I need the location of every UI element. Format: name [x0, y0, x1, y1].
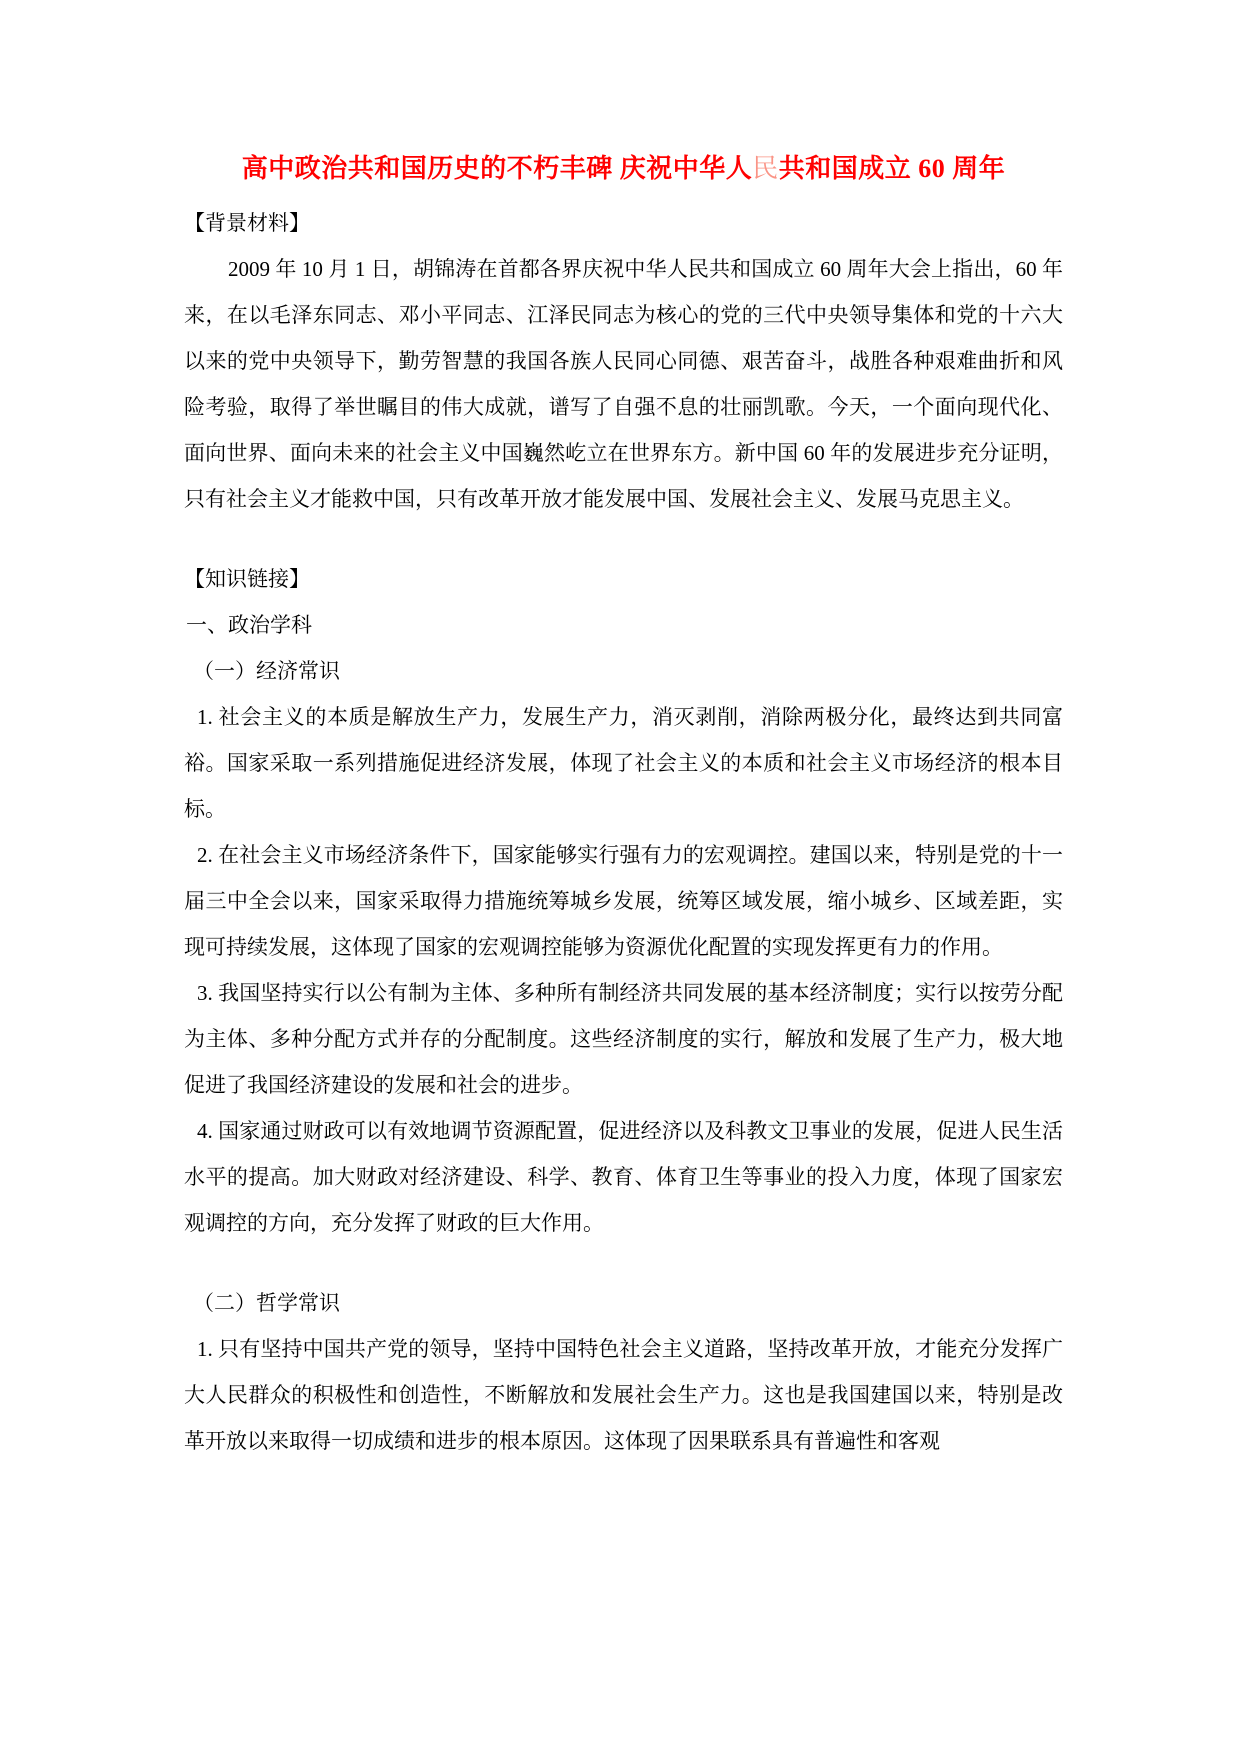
list-item-paragraph: 2. 在社会主义市场经济条件下，国家能够实行强有力的宏观调控。建国以来，特别是党的十一届三中全会以来，国家采取得力措施统筹城乡发展，统筹区域发展，缩小城乡、区域差距，实现可持续发展，这体现了国家的宏观调控能够为资源优化配置的实现发挥更有力的作用。 [184, 843, 1063, 959]
subsection-heading: 一、政治学科 [186, 613, 312, 637]
blank-line [184, 1246, 1063, 1280]
blank-line [184, 522, 1063, 556]
list-item-paragraph: 3. 我国坚持实行以公有制为主体、多种所有制经济共同发展的基本经济制度；实行以按劳分配为主体、多种分配方式并存的分配制度。这些经济制度的实行，解放和发展了生产力，极大地促进了我国经济建设的发展和社会的进步。 [184, 981, 1063, 1097]
list-item-paragraph: 1. 只有坚持中国共产党的领导，坚持中国特色社会主义道路，坚持改革开放，才能充分发挥广大人民群众的积极性和创造性，不断解放和发展社会生产力。这也是我国建国以来，特别是改革开放以来取得一切成绩和进步的根本原因。这体现了因果联系具有普遍性和客观 [184, 1337, 1063, 1453]
list-item-paragraph: 4. 国家通过财政可以有效地调节资源配置，促进经济以及科教文卫事业的发展，促进人民生活水平的提高。加大财政对经济建设、科学、教育、体育卫生等事业的投入力度，体现了国家宏观调控的方向，充分发挥了财政的巨大作用。 [184, 1119, 1063, 1235]
section-heading: 【知识链接】 [184, 567, 310, 591]
subsection-heading: （一）经济常识 [193, 659, 340, 683]
body-paragraph: 2009 年 10 月 1 日，胡锦涛在首都各界庆祝中华人民共和国成立 60 周年大会上指出，60 年来，在以毛泽东同志、邓小平同志、江泽民同志为核心的党的三代中央领导集体和党的十六大以来的党中央领导下，勤劳智慧的我国各族人民同心同德、艰苦奋斗，战胜各种艰难曲折和风险考验，取得了举世瞩目的伟大成就，谱写了自强不息的壮丽凯歌。今天，一个面向现代化、面向世界、面向未来的社会主义中国巍然屹立在世界东方。新中国 60 年的发展进步充分证明，只有社会主义才能救中国，只有改革开放才能发展中国、发展社会主义、发展马克思主义。 [184, 257, 1063, 511]
title-segment: 民 [752, 154, 779, 183]
document-title [184, 150, 1063, 188]
list-item-paragraph: 1. 社会主义的本质是解放生产力，发展生产力，消灭剥削，消除两极分化，最终达到共同富裕。国家采取一系列措施促进经济发展，体现了社会主义的本质和社会主义市场经济的根本目标。 [184, 705, 1063, 821]
subsection-heading: （二）哲学常识 [193, 1291, 340, 1315]
title-segment: 共和国成立 60 周年 [778, 154, 1006, 183]
document-body [184, 200, 1063, 1464]
title-segment: 高中政治共和国历史的不朽丰碑 庆祝中华人 [241, 154, 753, 183]
section-heading: 【背景材料】 [184, 211, 310, 235]
